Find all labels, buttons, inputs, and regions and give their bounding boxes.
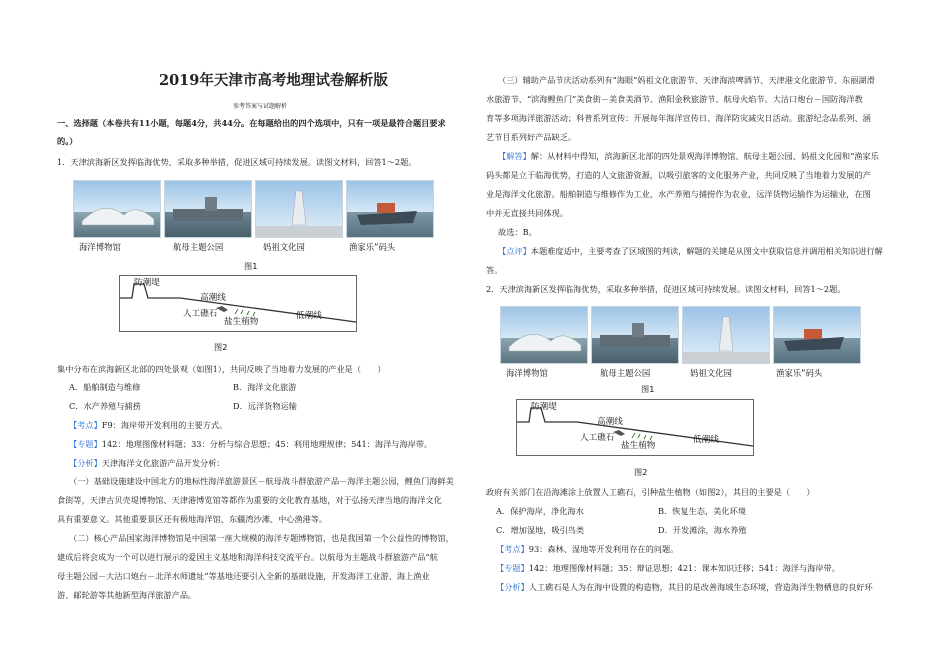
- label-artificial-reef-q2: 人工礁石: [580, 433, 615, 443]
- para3-line3: 育等多项海洋旅游活动；科普系列宣传：开展每年海洋宣传日、海洋防灾减灾日活动。旅游纪念品系列、涵: [486, 113, 871, 123]
- para2-line4: 游、邮轮游等其他新型海洋旅游产品。: [57, 590, 197, 600]
- para1-line3: 具有重要意义。其他重要景区还有极地海洋馆、东疆湾沙滩、中心渔港等。: [57, 514, 328, 524]
- jieda-tag: 【解答】: [498, 151, 531, 161]
- caption-ocean-museum-q2: 海洋博物馆: [506, 368, 548, 378]
- fenxi-text: 天津海洋文化旅游产品开发分析：: [101, 458, 225, 468]
- q2-kaodian: [496, 544, 678, 555]
- para1-line1: （一）基础设施建设中国北方的地标性海洋旅游景区－航母战斗群旅游产品－海洋主题公园，鲤鱼门海鲜美: [69, 476, 454, 486]
- label-low-tide: 低潮线: [296, 311, 322, 321]
- q2-option-c[interactable]: C．增加湿地，吸引鸟类: [496, 525, 585, 535]
- q2-fenxi-tag: 【分析】: [496, 582, 529, 592]
- q2-fenxi: [496, 582, 873, 593]
- figure-2-diagram: [119, 275, 357, 332]
- section-heading-cont: 的。）: [57, 136, 78, 146]
- dianping-line2: 答。: [486, 265, 503, 275]
- q1-kaodian: [69, 420, 227, 431]
- q1-stem: 1．天津滨海新区发挥临海优势，采取多种举措，促进区域可持续发展。读图文材料，回答1～2题。: [57, 157, 417, 167]
- q1-fenxi: [69, 458, 225, 469]
- para3-line4: 艺节目系列好产品缺乏。: [486, 132, 577, 142]
- answer: 故选：B。: [498, 227, 537, 237]
- jieda-line4: 中并无直接共同体现。: [486, 208, 568, 218]
- q2-zhuanti: [496, 563, 840, 574]
- zhuanti-text: 142：地理图像材料题；33：分析与综合思想；45：利用地理规律；541：海洋与海岸带。: [101, 439, 433, 449]
- caption-carrier-park-q2: 航母主题公园: [600, 368, 651, 378]
- q2-kaodian-tag: 【考点】: [496, 544, 529, 554]
- label-halophyte: 盐生植物: [224, 317, 259, 327]
- figure-2-label: 图2: [214, 342, 228, 352]
- page-subtitle: 参考答案与试题解析: [233, 103, 288, 110]
- jieda-line3: 业是海洋文化旅游。船舶制造与维修作为工业，水产养殖与捕捞作为农业，远洋货物运输作为运输业，在图: [486, 189, 871, 199]
- para3-line1: （三）辅助产品节庆活动系列有“海眼”妈祖文化旅游节、天津海滨啤酒节、天津港文化旅游节、东丽湖滑: [498, 75, 875, 85]
- q2-zhuanti-tag: 【专题】: [496, 563, 529, 573]
- photo-ocean-museum: [73, 180, 161, 238]
- caption-mazu-park: 妈祖文化园: [263, 242, 305, 252]
- figure-2-diagram-q2: [516, 399, 754, 456]
- page-title: 2019年天津市高考地理试卷解析版: [159, 72, 388, 89]
- q2-stem: 2．天津滨海新区发挥临海优势，采取多种举措，促进区域可持续发展。读图文材料，回答1～2题。: [486, 284, 846, 294]
- label-high-tide: 高潮线: [200, 293, 226, 303]
- figure-1-photos: [73, 180, 433, 260]
- para2-line1: （二）核心产品国家海洋博物馆是中国第一座大规模的海洋专题博物馆，也是我国第一个公益性的博物馆，: [69, 533, 454, 543]
- caption-fishing-wharf-q2: 渔家乐”码头: [776, 368, 823, 378]
- dianping-tag: 【点评】: [498, 246, 531, 256]
- q2-option-d[interactable]: D．开发滩涂，海水养殖: [658, 525, 747, 535]
- jieda-line1: [498, 151, 879, 162]
- label-low-tide-q2: 低潮线: [693, 435, 719, 445]
- q2-zhuanti-text: 142：地理图像材料题；35：辩证思想；421：课本知识迁移；541：海洋与海岸带。: [528, 563, 840, 573]
- label-artificial-reef: 人工礁石: [183, 309, 218, 319]
- label-halophyte-q2: 盐生植物: [621, 441, 656, 451]
- caption-fishing-wharf: 渔家乐”码头: [349, 242, 396, 252]
- kaodian-text: F9：海岸带开发利用的主要方式。: [101, 420, 228, 430]
- caption-ocean-museum: 海洋博物馆: [79, 242, 121, 252]
- label-dike-q2: 防潮堤: [531, 402, 557, 412]
- jieda-line2: 码头都是立于临海优势，打造的人文旅游资源，以吸引旅客的文化服务产业，共同反映了当地着力发展的产: [486, 170, 871, 180]
- dianping-text: 本题难度适中，主要考查了区域图的判读，解题的关键是从图文中获取信息并调用相关知识进行解: [530, 246, 883, 256]
- q1-question: 集中分布在滨海新区北部的四处景观（如图1），共同反映了当地着力发展的产业是（ ）: [57, 364, 386, 374]
- q1-option-a[interactable]: A．船舶制造与维修: [69, 382, 141, 392]
- para2-line3: 母主题公园－大沽口炮台－北洋水师遗址”等基地还要引入全新的基础设施，开发海洋工业游、海上渔业: [57, 571, 430, 581]
- label-dike: 防潮堤: [134, 278, 160, 288]
- q1-option-b[interactable]: B．海洋文化旅游: [233, 382, 297, 392]
- figure-1-photos-q2: [500, 306, 860, 386]
- figure-1-label: 图1: [244, 261, 258, 271]
- para2-line2: 建成后将会成为一个可以进行展示的爱国主义基地和海洋科技交流平台。以航母为主题战斗群旅游产品“航: [57, 552, 438, 562]
- q2-option-b[interactable]: B．恢复生态，美化环境: [658, 506, 746, 516]
- fenxi-tag: 【分析】: [69, 458, 102, 468]
- para1-line2: 食街等，天津古贝壳堤博物馆、天津港博览馆等都作为重要的文化教育基地，对于弘扬天津当地的海洋文化: [57, 495, 442, 505]
- para3-line2: 水旅游节、“滨海鲤鱼门”美食街－美食美酒节、渔阳金秋旅游节、航母火焰节。大沽口炮台－国防海洋教: [486, 94, 863, 104]
- photo-mazu-park: [255, 180, 343, 238]
- q2-kaodian-text: 93：森林、湿地等开发利用存在的问题。: [528, 544, 679, 554]
- photo-fishing-wharf-q2: [773, 306, 861, 364]
- photo-carrier-park-q2: [591, 306, 679, 364]
- kaodian-tag: 【考点】: [69, 420, 102, 430]
- section-heading: 一、选择题（本卷共有11小题，每题4分，共44分。在每题给出的四个选项中，只有一项是最符合题目要求: [57, 118, 446, 128]
- photo-ocean-museum-q2: [500, 306, 588, 364]
- q1-zhuanti: [69, 439, 432, 450]
- figure-2-label-q2: 图2: [634, 467, 648, 477]
- q2-option-a[interactable]: A．保护海岸，净化海水: [496, 506, 584, 516]
- q1-option-d[interactable]: D．远洋货物运输: [233, 401, 297, 411]
- photo-mazu-park-q2: [682, 306, 770, 364]
- figure-1-label-q2: 图1: [641, 384, 655, 394]
- q2-question: 政府有关部门在沿海滩涂上放置人工礁石，引种盐生植物（如图2），其目的主要是（ ）: [486, 487, 815, 497]
- q1-option-c[interactable]: C．水产养殖与捕捞: [69, 401, 141, 411]
- q2-fenxi-text: 人工礁石是人为在海中设置的构造物，其目的是改善海域生态环境，营造海洋生物栖息的良好环: [528, 582, 873, 592]
- jieda-text: 解：从材料中得知，滨海新区北部的四处景观海洋博物馆、航母主题公园、妈祖文化园和“渔家乐: [530, 151, 879, 161]
- caption-mazu-park-q2: 妈祖文化园: [690, 368, 732, 378]
- photo-carrier-park: [164, 180, 252, 238]
- photo-fishing-wharf: [346, 180, 434, 238]
- caption-carrier-park: 航母主题公园: [173, 242, 224, 252]
- label-high-tide-q2: 高潮线: [597, 417, 623, 427]
- zhuanti-tag: 【专题】: [69, 439, 102, 449]
- dianping-line1: [498, 246, 883, 257]
